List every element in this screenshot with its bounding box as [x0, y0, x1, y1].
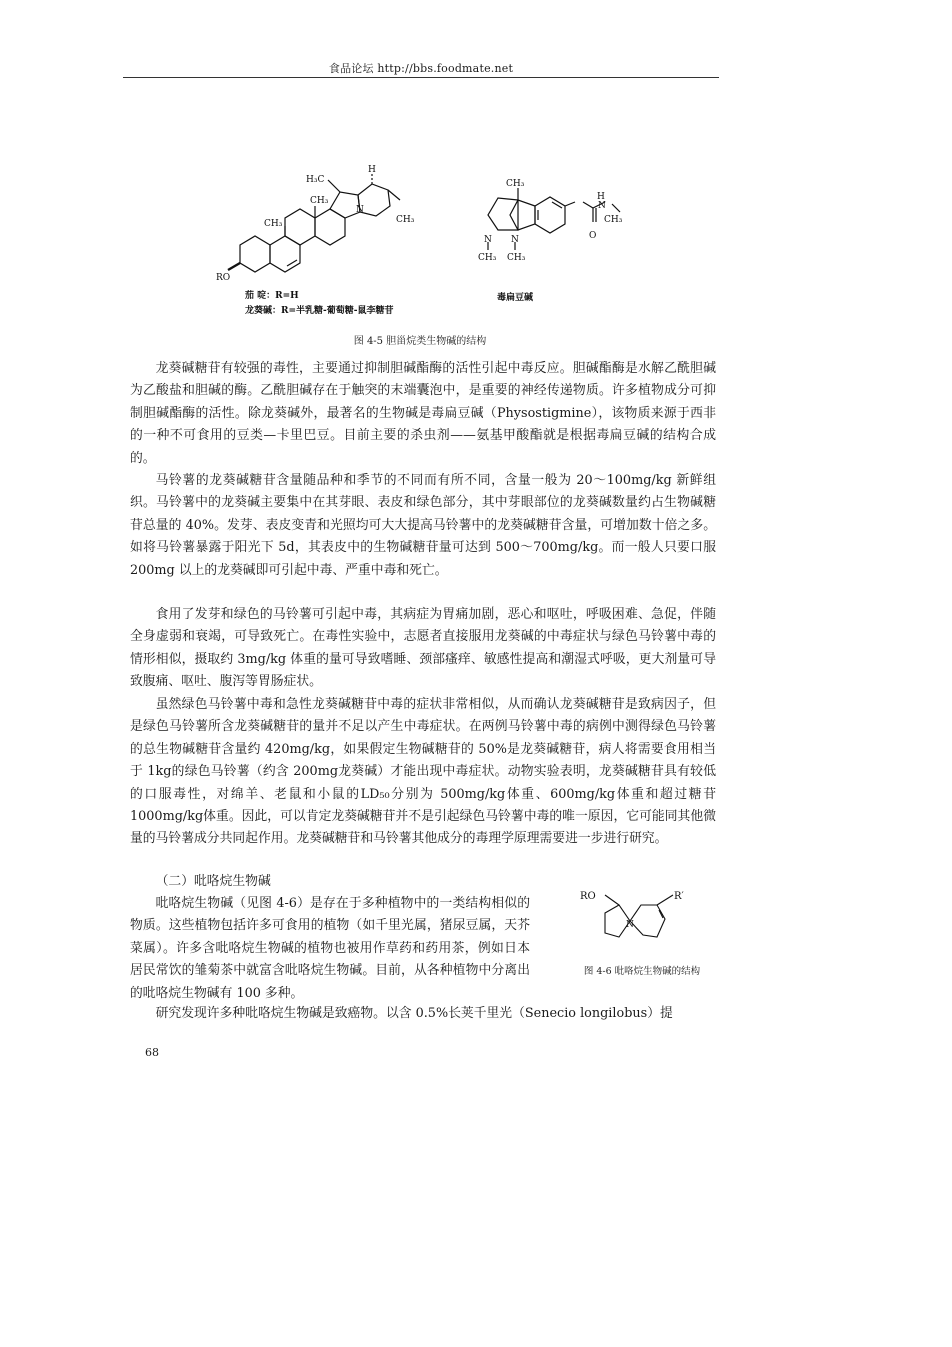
body-paragraph-2: 马铃薯的龙葵碱糖苷含量随品种和季节的不同而有所不同，含量一般为 20～100mg/kg 新鲜组织。马铃薯中的龙葵碱主要集中在其芽眼、表皮和绿色部分，其中芽眼部位的龙葵碱数量约占生物碱糖苷总量的 40%。发芽、表皮变青和光照均可大大提高马铃薯中的龙葵碱糖苷含量，可增加数十倍之多。如将马铃薯暴露于阳光下 5d，其表皮中的生物碱糖苷量可达到 500～700mg/kg。而一般人只要口服 200mg 以上的龙葵碱即可引起中毒、严重中毒和死亡。: [130, 473, 716, 578]
section-heading: （二）吡咯烷生物碱: [155, 874, 271, 889]
h-label: H: [368, 165, 376, 175]
body-paragraph-4: 虽然绿色马铃薯中毒和急性龙葵碱糖苷中毒的症状非常相似，从而确认龙葵碱糖苷是致病因子，但是绿色马铃薯所含龙葵碱糖苷的量并不足以产生中毒症状。在两例马铃薯中毒的病例中测得绿色马铃薯的总生物碱糖苷含量约 420mg/kg，如果假定生物碱糖苷的 50%是龙葵碱糖苷，病人将需要食用相当于 1kg的绿色马铃薯（约含 200mg龙葵碱）才能出现中毒症状。动物实验表明，龙葵碱糖苷具有较低的口服毒性，对绵羊、老鼠和小鼠的LD₅₀分别为 500mg/kg体重、600mg/kg体重和超过糖苷 1000mg/kg体重。因此，可以肯定龙葵碱糖苷并不是引起绿色马铃薯中毒的唯一原因，它可能同其他微量的马铃薯成分共同起作用。龙葵碱糖苷和马铃薯其他成分的毒理学原理需要进一步进行研究。: [130, 697, 716, 847]
header-rule: [123, 77, 719, 78]
ch3-label-b: CH₃: [264, 219, 283, 229]
ro-label: RO: [580, 891, 596, 902]
figure-4-6-caption: 图 4-6 吡咯烷生物碱的结构: [583, 966, 701, 977]
legend-solanidine: 茄 啶：R=H: [245, 291, 299, 301]
n-label-3: N: [484, 235, 492, 245]
figure-4-5-caption: 图 4-5 胆甾烷类生物碱的结构: [353, 336, 487, 347]
rprime-label: R′: [674, 891, 684, 902]
n-label-4: N: [511, 235, 519, 245]
ch3-label-c: CH₃: [396, 215, 415, 225]
legend-physostigmine: 毒扁豆碱: [497, 293, 534, 303]
figure-4-5-structures: [200, 160, 623, 335]
ch3-label-a: CH₃: [310, 196, 329, 206]
n-label-2: N: [598, 201, 606, 211]
h3c-label: H₃C: [306, 175, 325, 185]
figure-4-6-structure: [575, 885, 695, 950]
o-label: O: [589, 231, 597, 241]
ch3-label-g: CH₃: [507, 253, 526, 263]
body-paragraph-last: 研究发现许多种吡咯烷生物碱是致癌物。以含 0.5%长荚千里光（Senecio longilobus）提: [155, 1006, 673, 1021]
ch3-label-f: CH₃: [478, 253, 497, 263]
body-paragraph-1: 龙葵碱糖苷有较强的毒性，主要通过抑制胆碱酯酶的活性引起中毒反应。胆碱酯酶是水解乙酰胆碱为乙酸盐和胆碱的酶。乙酰胆碱存在于触突的末端囊泡中，是重要的神经传递物质。许多植物成分可抑制胆碱酯酶的活性。除龙葵碱外，最著名的生物碱是毒扁豆碱（Physostigmine），该物质来源于西非的一种不可食用的豆类—卡里巴豆。目前主要的杀虫剂——氨基甲酸酯就是根据毒扁豆碱的结构合成的。: [130, 361, 716, 466]
ch3-label-e: CH₃: [604, 215, 623, 225]
n-label: N: [626, 920, 634, 930]
ch3-label-d: CH₃: [506, 179, 525, 189]
legend-solanine: 龙葵碱：R=半乳糖-葡萄糖-鼠李糖苷: [245, 306, 394, 316]
n-label: N: [356, 205, 364, 215]
page-header: 食品论坛 http://bbs.foodmate.net: [328, 62, 514, 75]
solanidine-skeleton: [228, 174, 400, 272]
h-label-2: H: [597, 192, 605, 202]
page-number: 68: [145, 1046, 159, 1059]
ro-label: RO: [216, 273, 231, 283]
pyrrolizidine-paragraph: 吡咯烷生物碱（见图 4-6）是存在于多种植物中的一类结构相似的物质。这些植物包括许多可食用的植物（如千里光属，猪尿豆属，天芥菜属）。许多含吡咯烷生物碱的植物也被用作草药和药用茶，例如日本居民常饮的雏菊茶中就富含吡咯烷生物碱。目前，从各种植物中分离出的吡咯烷生物碱有 100 多种。: [130, 896, 530, 1001]
body-paragraph-3: 食用了发芽和绿色的马铃薯可引起中毒，其病症为胃痛加剧，恶心和呕吐，呼吸困难、急促，伴随全身虚弱和衰竭，可导致死亡。在毒性实验中，志愿者直接服用龙葵碱的中毒症状与绿色马铃薯中毒的情形相似，摄取约 3mg/kg 体重的量可导致嗜睡、颈部瘙痒、敏感性提高和潮湿式呼吸，更大剂量可导致腹痛、呕吐、腹泻等胃肠症状。: [130, 607, 716, 690]
